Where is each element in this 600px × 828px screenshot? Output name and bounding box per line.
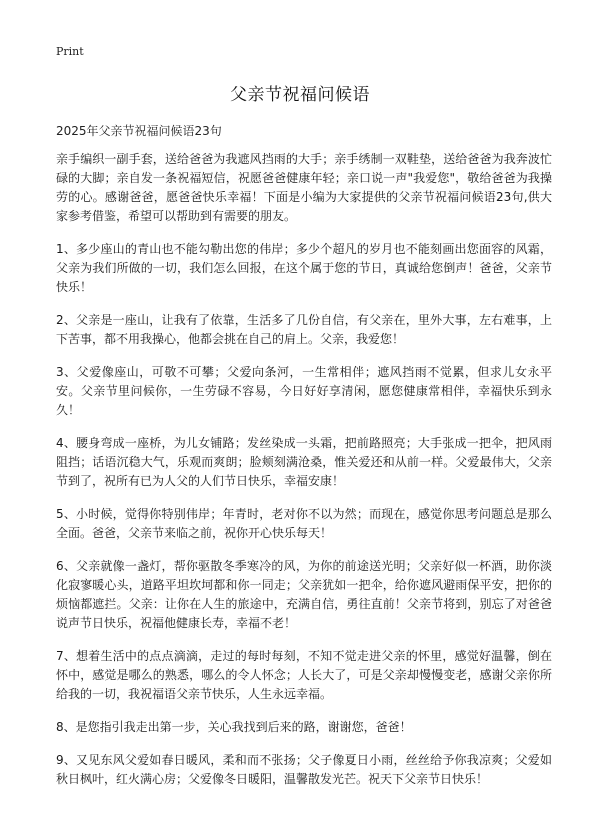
blessing-item: 9、又见东风父爱如春日暖风，柔和而不张扬；父子像夏日小雨，丝丝给予你我凉爽；父爱如秋日枫叶，红火满心房；父爱像冬日暖阳，温馨散发光芒。祝天下父亲节日快乐！ bbox=[56, 753, 552, 786]
blessing-item: 3、父爱像座山，可敬不可攀；父爱向条河，一生常相伴；遮风挡雨不觉累，但求儿女永平安。父亲节里问候你，一生劳碌不容易，今日好好享清闲，愿您健康常相伴，幸福快乐到永久！ bbox=[56, 365, 552, 417]
page-title: 父亲节祝福问候语 bbox=[230, 85, 370, 105]
article-subtitle: 2025年父亲节祝福问候语23句 bbox=[56, 124, 222, 138]
blessing-item: 2、父亲是一座山，让我有了依靠，生活多了几份自信，有父亲在，里外大事，左右难事，上下苦事，都不用我操心，他都会挑在自己的肩上。父亲，我爱您！ bbox=[56, 313, 552, 346]
intro-paragraph: 亲手编织一副手套，送给爸爸为我遮风挡雨的大手；亲手绣制一双鞋垫，送给爸爸为我奔波忙碌的大脚；亲自发一条祝福短信，祝愿爸爸健康年轻；亲口说一声"我爱您"，敬给爸爸为我操劳的心。感谢爸爸，愿爸爸快乐幸福！下面是小编为大家提供的父亲节祝福问候语23句,供大家参考借鉴，希望可以帮助到有需要的朋友。 bbox=[56, 152, 552, 223]
blessing-item: 6、父亲就像一盏灯，帮你驱散冬季寒冷的风，为你的前途送光明；父亲好似一杯酒，助你淡化寂寥暖心头，道路平坦坎坷都和你一同走；父亲犹如一把伞，给你遮风避雨保平安，把你的烦恼都遮拦。父亲：让你在人生的旅途中，充满自信，勇往直前！父亲节将到，别忘了对爸爸说声节日快乐，祝福他健康长寿，幸福不老！ bbox=[56, 559, 552, 630]
article-body bbox=[56, 150, 552, 803]
blessing-item: 4、腰身弯成一座桥，为儿女铺路；发丝染成一头霜，把前路照亮；大手张成一把伞，把风雨阻挡；话语沉稳大气，乐观而爽朗；脸颊刻满沧桑，惟关爱还和从前一样。父爱最伟大，父亲节到了，祝所有已为人父的人们节日快乐，幸福安康！ bbox=[56, 436, 552, 488]
blessing-item: 1、多少座山的青山也不能勾勒出您的伟岸；多少个超凡的岁月也不能刻画出您面容的风霜，父亲为我们所做的一切，我们怎么回报，在这个属于您的节日，真诚给您倒声！爸爸，父亲节快乐！ bbox=[56, 242, 552, 294]
blessing-item: 5、小时候，觉得你特别伟岸；年青时，老对你不以为然；而现在，感觉你思考问题总是那么全面。爸爸，父亲节来临之前，祝你开心快乐每天！ bbox=[56, 507, 552, 540]
blessing-item: 8、是您指引我走出第一步，关心我找到后来的路，谢谢您，爸爸！ bbox=[56, 720, 412, 734]
print-link[interactable]: Print bbox=[56, 45, 84, 58]
blessing-item: 7、想着生活中的点点滴滴，走过的每时每刻，不知不觉走进父亲的怀里，感觉好温馨，倒在怀中，感觉是哪么的熟悉，哪么的令人怀念；人长大了，可是父亲却慢慢变老，感谢父亲你所给我的一切，我祝福语父亲节快乐，人生永远幸福。 bbox=[56, 649, 552, 701]
